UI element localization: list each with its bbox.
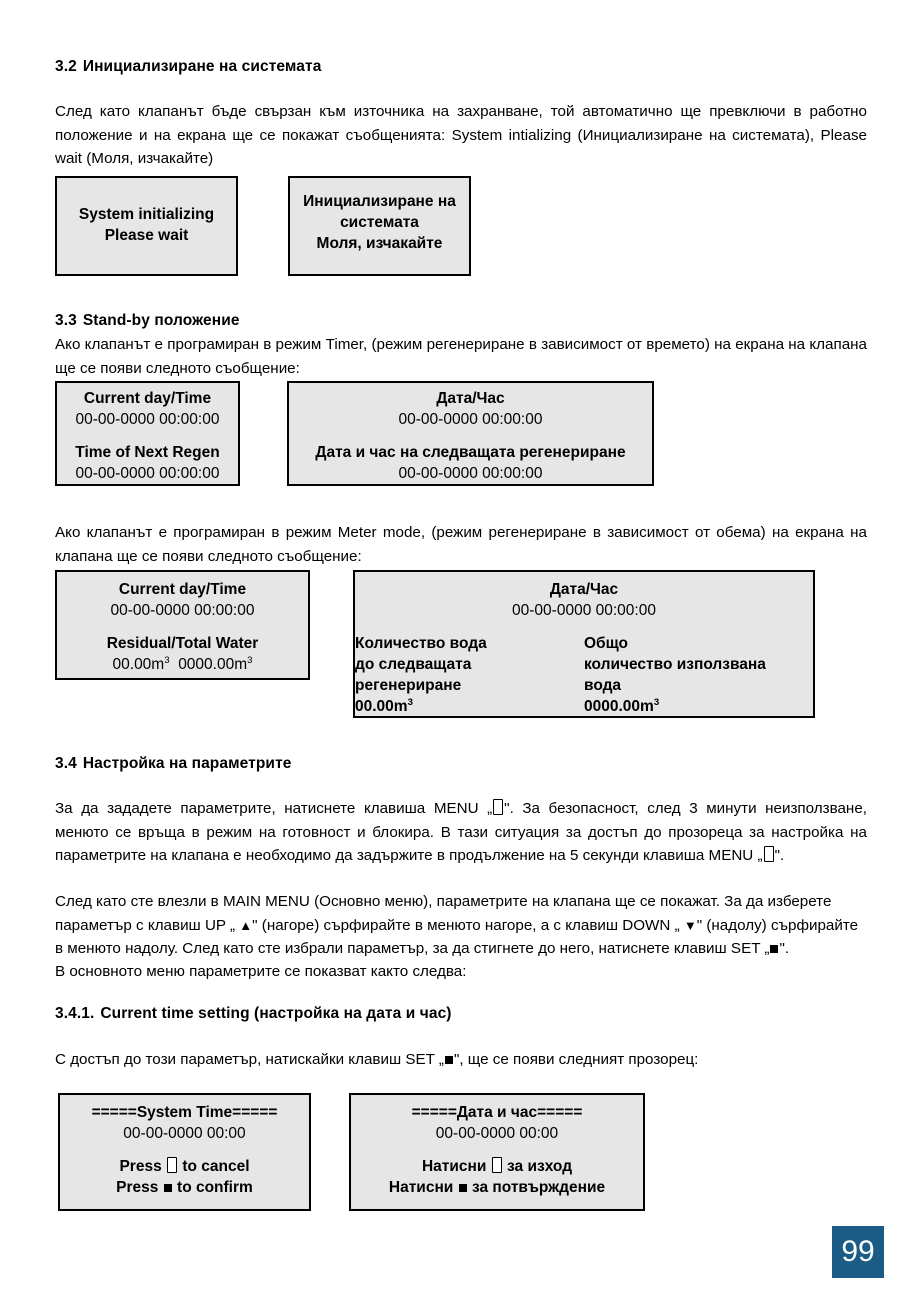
paragraph-3-4-2-part-b: " (нагоре) сърфирайте в менюто нагоре, а с клавиш DOWN „ bbox=[252, 916, 684, 934]
cancel-suffix: за изход bbox=[507, 1158, 573, 1175]
screen-time-setting-bg-cancel bbox=[351, 1156, 643, 1177]
menu-key-icon bbox=[764, 846, 774, 862]
residual-water-unit-exponent: 3 bbox=[164, 654, 170, 666]
screen-standby-timer-en-value1: 00-00-0000 00:00:00 bbox=[75, 411, 220, 428]
total-water-label-line3: вода bbox=[584, 677, 622, 694]
paragraph-3-4-1-intro bbox=[55, 1048, 867, 1072]
confirm-prefix: Press bbox=[116, 1179, 159, 1196]
heading-3-2-number: 3.2 bbox=[55, 58, 77, 75]
cancel-suffix: to cancel bbox=[182, 1158, 250, 1175]
cancel-prefix: Натисни bbox=[421, 1158, 487, 1175]
menu-key-icon bbox=[492, 1157, 502, 1173]
paragraph-3-3-meter: Ако клапанът е програмиран в режим Meter mode, (режим регенериране в зависимост от обема) на екрана на клапана ще се появи следното съобщение: bbox=[55, 524, 867, 565]
screen-standby-timer-bg-title2: Дата и час на следващата регенериране bbox=[315, 444, 626, 461]
confirm-suffix: за потвърждение bbox=[471, 1179, 606, 1196]
screen-init-bg bbox=[288, 176, 471, 276]
heading-3-3-number: 3.3 bbox=[55, 312, 77, 329]
screen-standby-timer-en bbox=[55, 381, 240, 486]
screen-time-setting-en-title: =====System Time===== bbox=[91, 1104, 278, 1121]
screen-standby-timer-bg-value2: 00-00-0000 00:00:00 bbox=[398, 465, 543, 482]
heading-3-4 bbox=[55, 755, 291, 773]
heading-3-4-title: Настройка на параметрите bbox=[82, 755, 292, 772]
paragraph-3-4-1-intro-part-a: С достъп до този параметър, натискайки клавиш SET „ bbox=[55, 1051, 444, 1068]
screen-standby-meter-en bbox=[55, 570, 310, 680]
total-water-label-line1: Общо bbox=[584, 635, 628, 652]
screen-standby-meter-en-values bbox=[57, 654, 308, 675]
paragraph-3-4-1-part-c: ". bbox=[774, 847, 785, 864]
residual-water-unit-exponent-bg: 3 bbox=[407, 696, 413, 708]
heading-3-3-title: Stand-by положение bbox=[82, 312, 240, 329]
screen-time-setting-en bbox=[58, 1093, 311, 1211]
screen-standby-meter-en-title2: Residual/Total Water bbox=[106, 635, 259, 652]
paragraph-3-4-1-intro-part-b: ", ще се появи следният прозорец: bbox=[453, 1051, 699, 1068]
screen-init-bg-line1: Инициализиране на bbox=[303, 193, 456, 210]
screen-standby-meter-bg-columns bbox=[355, 633, 813, 717]
residual-water-label-line2: до следващата bbox=[355, 656, 472, 673]
screen-standby-meter-bg bbox=[353, 570, 815, 718]
heading-3-4-1 bbox=[55, 1005, 452, 1023]
screen-init-bg-line3: Моля, изчакайте bbox=[316, 235, 443, 252]
total-water-unit-exponent: 3 bbox=[247, 654, 253, 666]
set-key-icon bbox=[445, 1056, 453, 1064]
paragraph-3-4-1-part-a: За да зададете параметрите, натиснете клавиша MENU „ bbox=[55, 800, 493, 817]
screen-spacer bbox=[351, 1144, 643, 1156]
set-key-icon bbox=[770, 945, 778, 953]
heading-3-2-title: Инициализиране на системата bbox=[82, 58, 322, 75]
heading-3-4-1-number: 3.4.1. bbox=[55, 1005, 95, 1022]
screen-spacer bbox=[289, 430, 652, 442]
screen-spacer bbox=[57, 430, 238, 442]
paragraph-3-4-1-part-b: ". За безопасност, след 3 минути неизползване, менюто се връща в режим на готовност и блокира. В тази ситуация за достъп до прозореца за настройка на параметрите на клапана е необходимо да задържите в продължение на 5 секунди клавиша MENU „ bbox=[55, 800, 867, 864]
paragraph-3-4-2-part-a: След като сте влезли в MAIN MENU (Основно меню), параметрите на клапана ще се покажат. За да изберете параметър с клавиш UP „ bbox=[55, 893, 832, 934]
total-water-column bbox=[584, 633, 813, 717]
screen-standby-timer-en-title2: Time of Next Regen bbox=[75, 444, 220, 461]
arrow-up-icon: ▲ bbox=[239, 917, 253, 933]
heading-3-4-1-title: Current time setting (настройка на дата и час) bbox=[100, 1005, 452, 1022]
screen-spacer bbox=[355, 621, 813, 633]
paragraph-3-4-3: В основното меню параметрите се показват както следва: bbox=[55, 963, 467, 980]
paragraph-3-4-1 bbox=[55, 797, 867, 868]
screen-standby-meter-en-title1: Current day/Time bbox=[118, 581, 247, 598]
screen-time-setting-bg-value: 00-00-0000 00:00 bbox=[435, 1125, 559, 1142]
paragraph-3-3-timer: Ако клапанът е програмиран в режим Timer, (режим регенериране в зависимост от времето) на екрана на клапана ще се появи следното съобщение: bbox=[55, 336, 867, 377]
screen-spacer bbox=[60, 1144, 309, 1156]
heading-3-2 bbox=[55, 58, 321, 76]
screen-standby-meter-en-value1: 00-00-0000 00:00:00 bbox=[110, 602, 255, 619]
screen-time-setting-bg bbox=[349, 1093, 645, 1211]
paragraph-3-4-2 bbox=[55, 890, 867, 961]
residual-water-column bbox=[355, 633, 584, 717]
screen-init-en-line1: System initializing bbox=[78, 206, 215, 223]
page-number-badge: 99 bbox=[832, 1226, 884, 1278]
screen-standby-timer-en-title1: Current day/Time bbox=[83, 390, 212, 407]
screen-standby-timer-bg bbox=[287, 381, 654, 486]
residual-water-label-line3: регенериране bbox=[355, 677, 462, 694]
set-key-icon bbox=[164, 1184, 172, 1192]
screen-init-bg-line2: системата bbox=[340, 214, 419, 231]
screen-standby-timer-bg-value1: 00-00-0000 00:00:00 bbox=[398, 411, 543, 428]
set-key-icon bbox=[459, 1184, 467, 1192]
residual-water-number: 00.00m bbox=[355, 698, 408, 715]
cancel-prefix: Press bbox=[119, 1158, 162, 1175]
residual-water-value-bg bbox=[355, 696, 584, 717]
menu-key-icon bbox=[167, 1157, 177, 1173]
heading-3-4-number: 3.4 bbox=[55, 755, 77, 772]
total-water-unit-exponent-bg: 3 bbox=[653, 696, 660, 708]
screen-standby-meter-bg-value1: 00-00-0000 00:00:00 bbox=[512, 602, 656, 619]
residual-water-label-line1: Количество вода bbox=[355, 635, 487, 652]
total-water-number: 0000.00m bbox=[584, 698, 654, 715]
screen-time-setting-en-cancel bbox=[60, 1156, 309, 1177]
arrow-down-icon: ▼ bbox=[683, 917, 697, 933]
menu-key-icon bbox=[493, 799, 503, 815]
screen-time-setting-bg-confirm bbox=[351, 1177, 643, 1198]
screen-spacer bbox=[57, 621, 308, 633]
paragraph-3-4-2-part-c: " (надолу) сърфирайте в менюто надолу. След като сте избрали параметър, за да стигнете до него, натиснете клавиш SET „ bbox=[55, 916, 859, 957]
screen-standby-meter-bg-title1: Дата/Час bbox=[549, 581, 619, 598]
confirm-prefix: Натисни bbox=[388, 1179, 454, 1196]
total-water-value: 0000.00m bbox=[178, 656, 248, 673]
screen-time-setting-bg-title: =====Дата и час===== bbox=[411, 1104, 583, 1121]
residual-water-value: 00.00m bbox=[112, 656, 165, 673]
screen-init-en bbox=[55, 176, 238, 276]
paragraph-3-4-2-part-d: ". bbox=[779, 940, 790, 957]
total-water-label-line2: количество използвана bbox=[584, 656, 766, 673]
paragraph-3-2: След като клапанът бъде свързан към източника на захранване, той автоматично ще превключи в работно положение и на екрана ще се покажат съобщенията: System intializing (Инициализиране на системата), Please wait (Моля, изчакайте) bbox=[55, 103, 867, 167]
confirm-suffix: to confirm bbox=[177, 1179, 253, 1196]
screen-time-setting-en-confirm bbox=[60, 1177, 309, 1198]
heading-3-3 bbox=[55, 312, 240, 330]
screen-standby-timer-bg-title1: Дата/Час bbox=[436, 390, 505, 407]
screen-init-en-line2: Please wait bbox=[104, 227, 189, 244]
screen-standby-timer-en-value2: 00-00-0000 00:00:00 bbox=[75, 465, 220, 482]
screen-time-setting-en-value: 00-00-0000 00:00 bbox=[123, 1125, 246, 1142]
total-water-value-bg bbox=[584, 696, 813, 717]
